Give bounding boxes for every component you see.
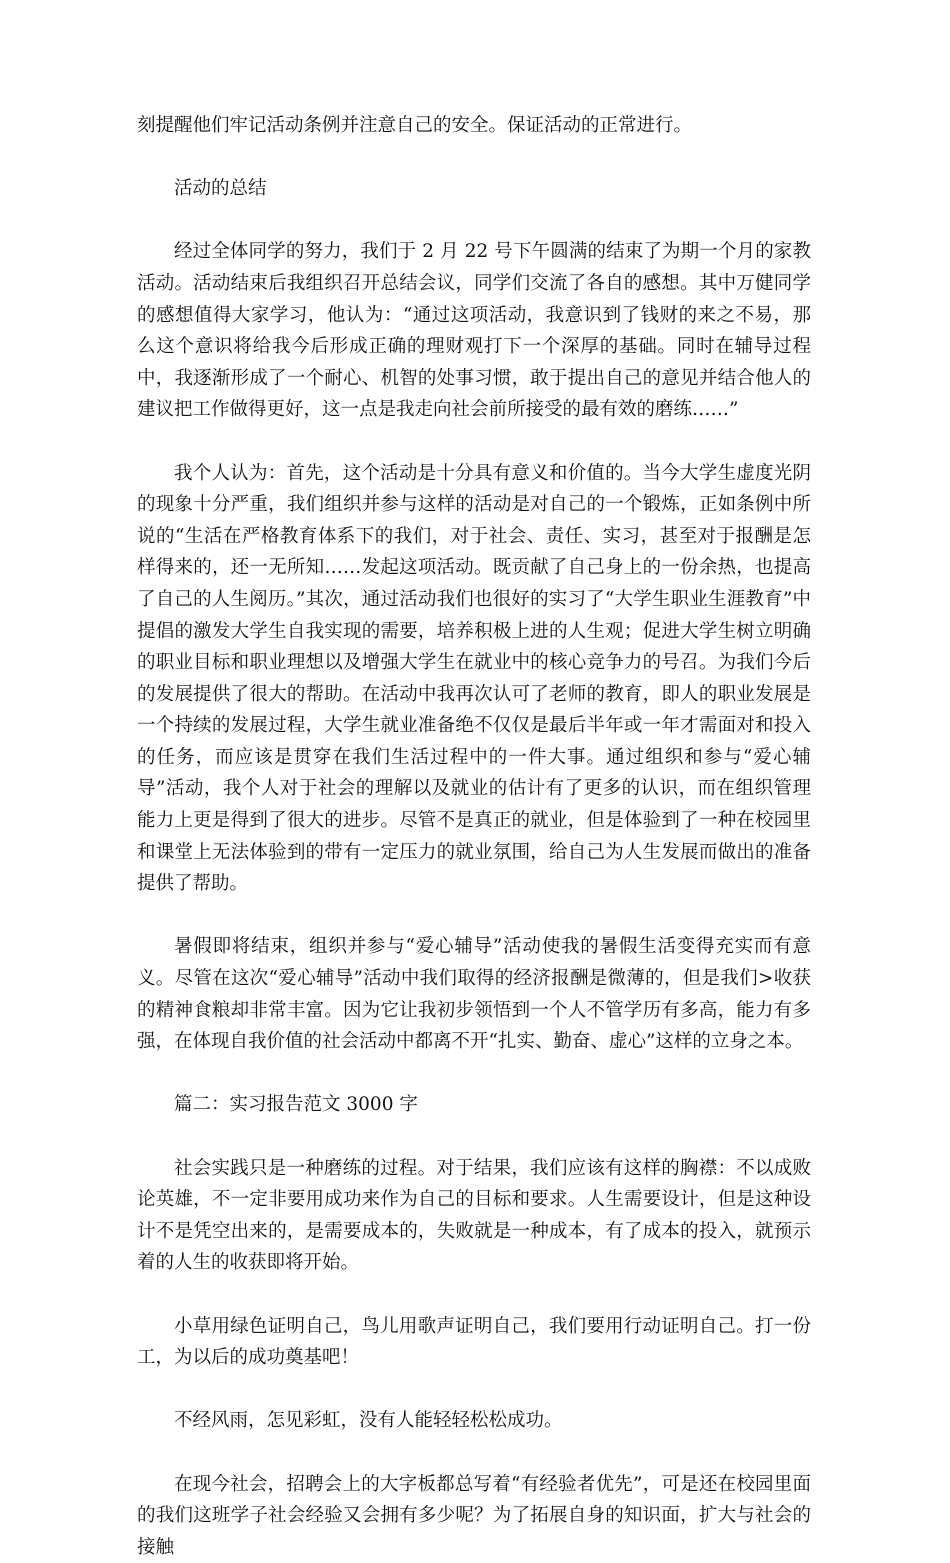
paragraph-experience-first: 在现今社会，招聘会上的大字板都总写着“有经验者优先”，可是还在校园里面的我们这班学子社会经验又会拥有多少呢？为了拓展自身的知识面，扩大与社会的接触 — [137, 1473, 811, 1558]
document-body — [137, 110, 811, 1563]
paragraph-personal-view: 我个人认为：首先，这个活动是十分具有意义和价值的。当今大学生虚度光阴的现象十分严重，我们组织并参与这样的活动是对自己的一个锻炼，正如条例中所说的“生活在严格教育体系下的我们，对于社会、责任、实习，甚至对于报酬是怎样得来的，还一无所知……发起这项活动。既贡献了自己身上的一份余热，也提高了自己的人生阅历。”其次，通过活动我们也很好的实习了“大学生职业生涯教育”中提倡的激发大学生自我实现的需要，培养积极上进的人生观；促进大学生树立明确的职业目标和职业理想以及增强大学生在就业中的核心竞争力的号召。为我们今后的发展提供了很大的帮助。在活动中我再次认可了老师的教育，即人的职业发展是一个持续的发展过程，大学生就业准备绝不仅仅是最后半年或一年才需面对和投入的任务，而应该是贯穿在我们生活过程中的一件大事。通过组织和参与“爱心辅导”活动，我个人对于社会的理解以及就业的估计有了更多的认识，而在组织管理能力上更是得到了很大的进步。尽管不是真正的就业，但是体验到了一种在校园里和课堂上无法体验到的带有一定压力的就业氛围，给自己为人生发展而做出的准备提供了帮助。 — [137, 462, 811, 895]
paragraph-rainbow: 不经风雨，怎见彩虹，没有人能轻轻松松成功。 — [174, 1410, 563, 1432]
paragraph-social-practice: 社会实践只是一种磨练的过程。对于结果，我们应该有这样的胸襟：不以成败论英雄，不一定非要用成功来作为自己的目标和要求。人生需要设计，但是这种设计不是凭空出来的，是需要成本的，失败就是一种成本，有了成本的投入，就预示着的人生的收获即将开始。 — [137, 1157, 811, 1274]
section-heading-part-two: 篇二：实习报告范文 3000 字 — [174, 1094, 418, 1116]
paragraph-summer-ending: 暑假即将结束，组织并参与“爱心辅导”活动使我的暑假生活变得充实而有意义。尽管在这次“爱心辅导”活动中我们取得的经济报酬是微薄的，但是我们>收获的精神食粮却非常丰富。因为它让我初步领悟到一个人不管学历有多高，能力有多强，在体现自我价值的社会活动中都离不开“扎实、勤奋、虚心”这样的立身之本。 — [137, 936, 811, 1053]
paragraph-summary-meeting: 经过全体同学的努力，我们于 2 月 22 号下午圆满的结束了为期一个月的家教活动。活动结束后我组织召开总结会议，同学们交流了各自的感想。其中万健同学的感想值得大家学习，他认为：“通过这项活动，我意识到了钱财的来之不易，那么这个意识将给我今后形成正确的理财观打下一个深厚的基础。同时在辅导过程中，我逐渐形成了一个耐心、机智的处事习惯，敢于提出自己的意见并结合他人的建议把工作做得更好，这一点是我走向社会前所接受的最有效的磨练……” — [137, 241, 811, 421]
paragraph-continuation: 刻提醒他们牢记活动条例并注意自己的安全。保证活动的正常进行。 — [137, 115, 693, 136]
section-heading-summary: 活动的总结 — [174, 178, 267, 200]
paragraph-prove-yourself: 小草用绿色证明自己，鸟儿用歌声证明自己，我们要用行动证明自己。打一份工，为以后的成功奠基吧！ — [137, 1315, 811, 1369]
